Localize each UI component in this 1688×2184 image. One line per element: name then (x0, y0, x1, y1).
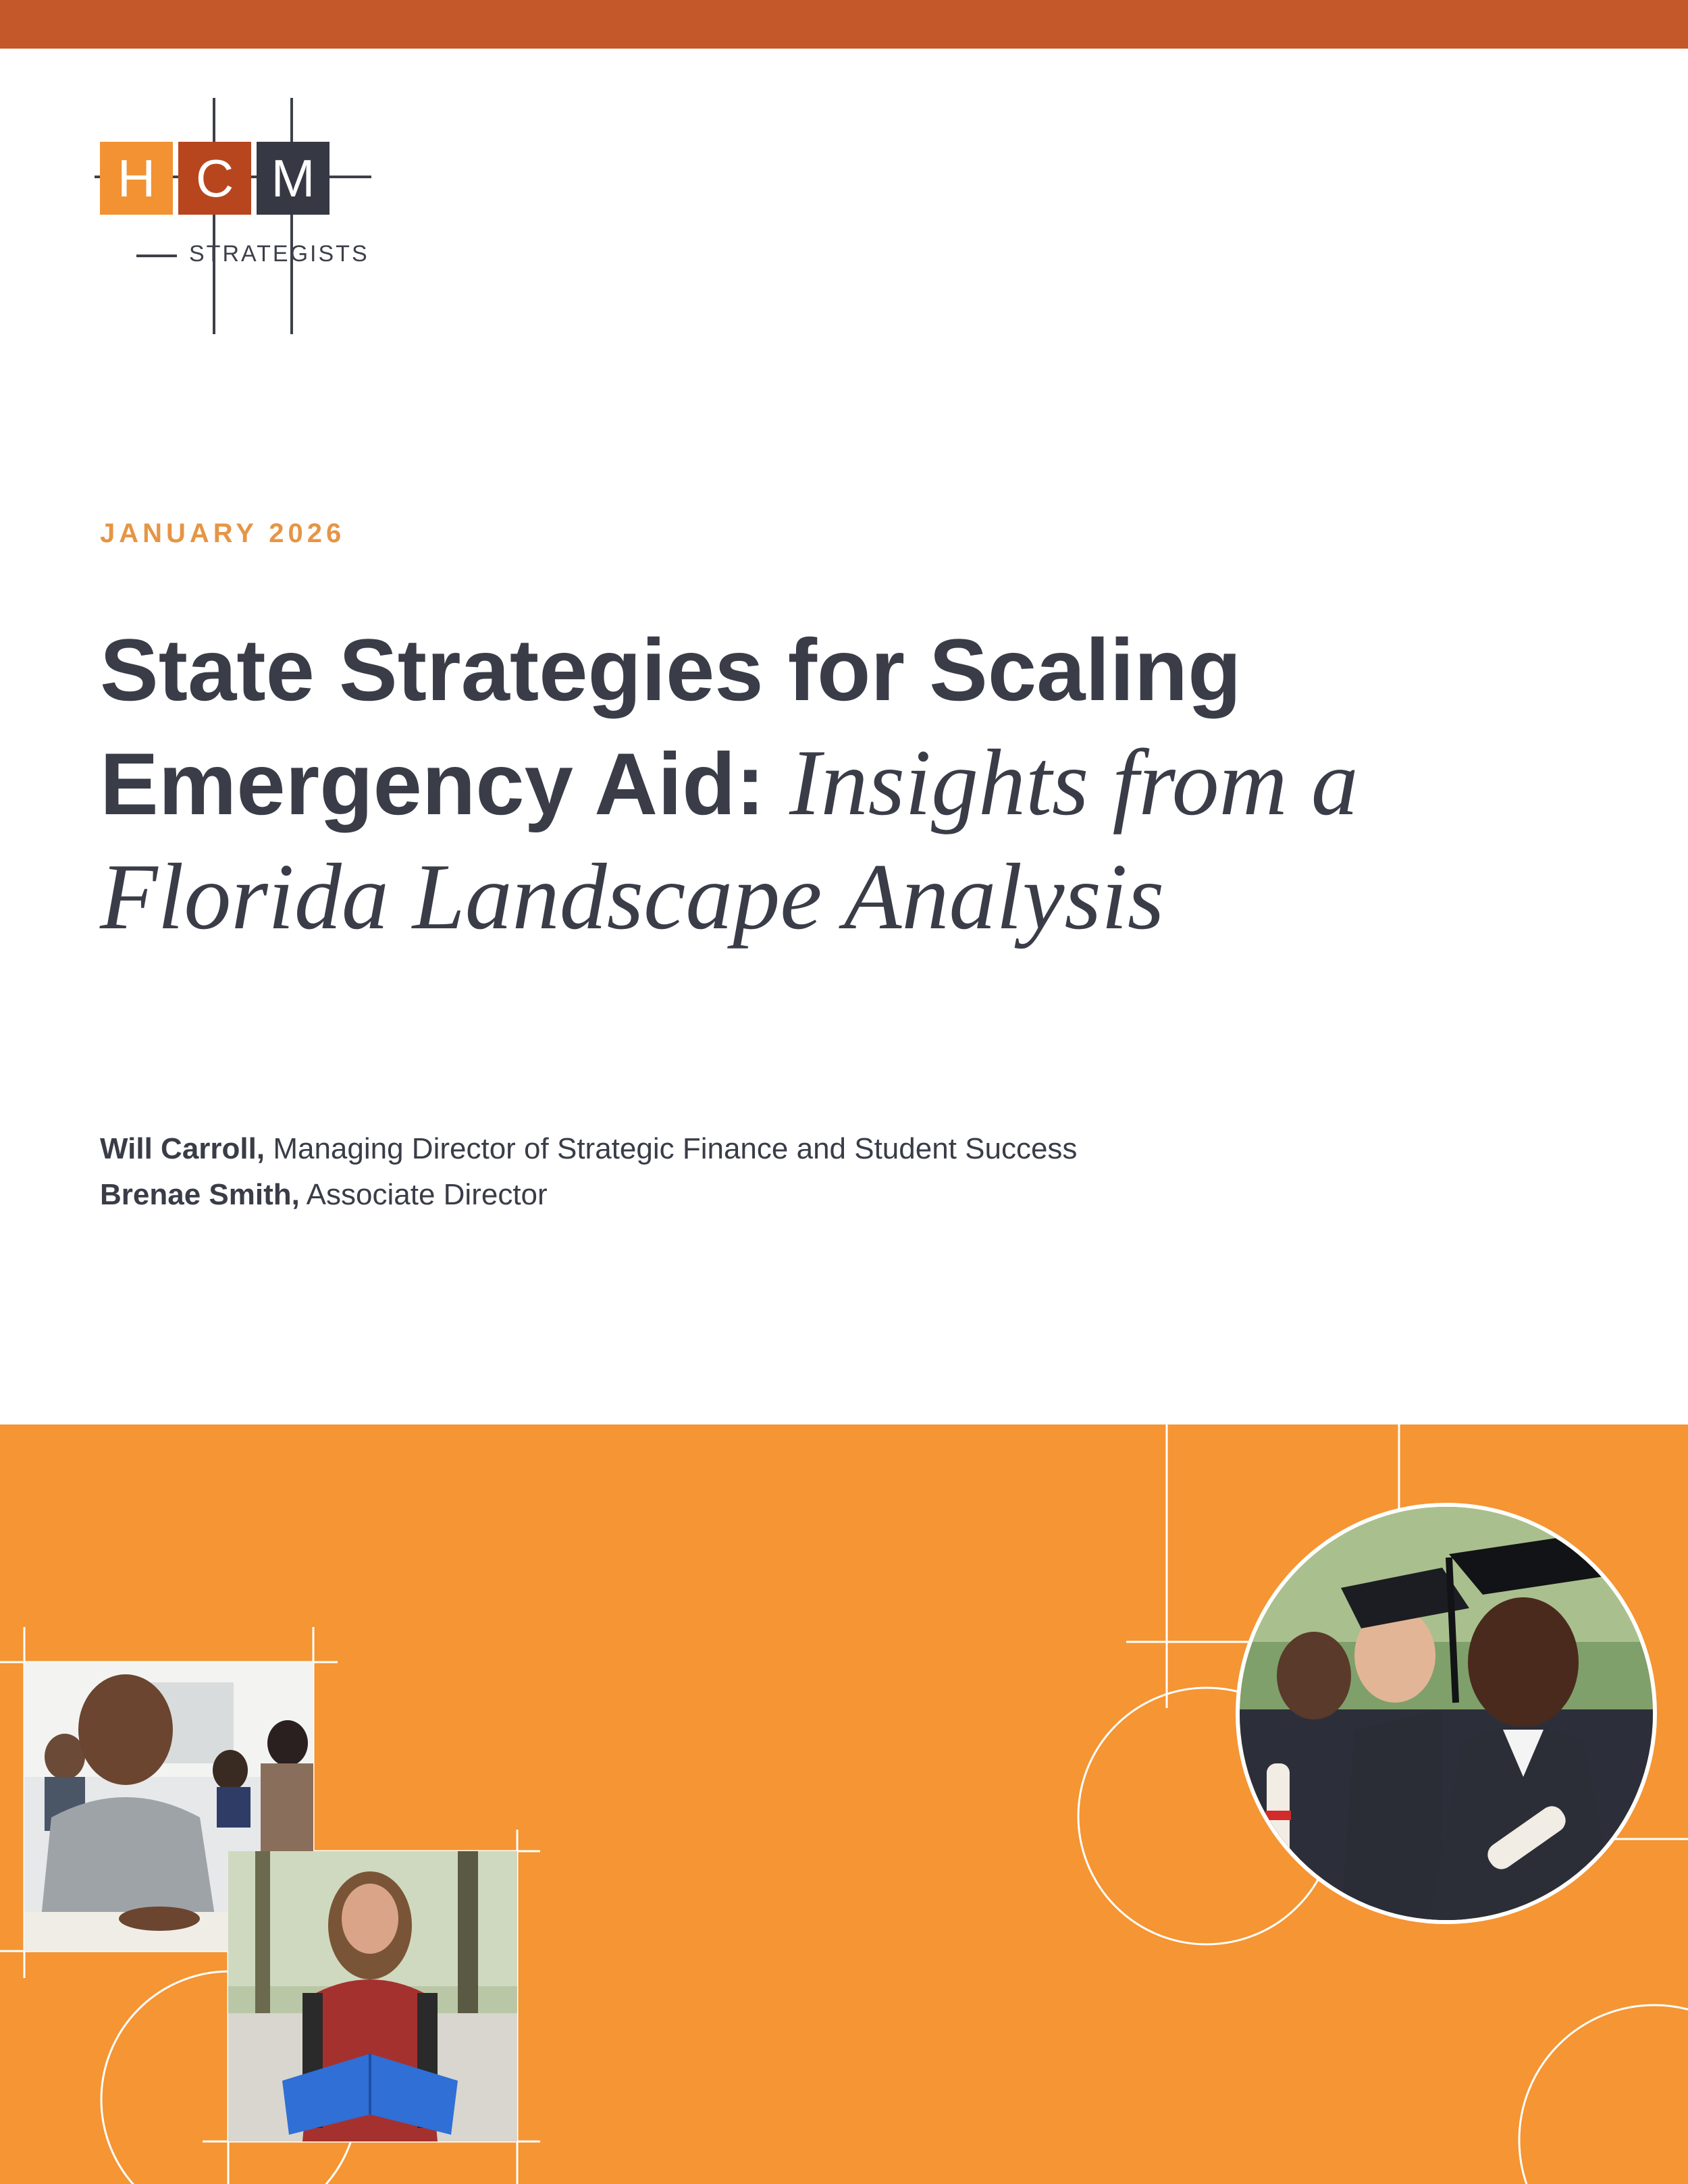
author-role: Managing Director of Strategic Finance and Student Success (273, 1132, 1078, 1165)
author-line (100, 1126, 1077, 1172)
report-title (100, 613, 1450, 955)
top-accent-bar (0, 0, 1688, 49)
author-list (100, 1126, 1077, 1218)
hcm-strategists-logo (95, 98, 392, 341)
author-role: Associate Director (306, 1178, 548, 1211)
logo-letter-m: M (257, 142, 329, 215)
title-main: State Strategies for Scaling Emergency Aid: (100, 620, 1242, 833)
author-name: Will Carroll, (100, 1132, 265, 1165)
cover-image-panel (0, 1424, 1688, 2184)
logo-letter-h: H (100, 142, 173, 215)
report-date: JANUARY 2026 (100, 518, 346, 548)
title-subtitle: Insights from a Florida Landscape Analysis (100, 730, 1359, 949)
photo-graduates-caps-gowns (1236, 1503, 1657, 1924)
logo-tagline: STRATEGISTS (189, 241, 369, 267)
photo-student-reading-folder (228, 1851, 517, 2141)
logo-letter-c: C (178, 142, 251, 215)
author-name: Brenae Smith, (100, 1178, 300, 1211)
author-line (100, 1172, 1077, 1218)
